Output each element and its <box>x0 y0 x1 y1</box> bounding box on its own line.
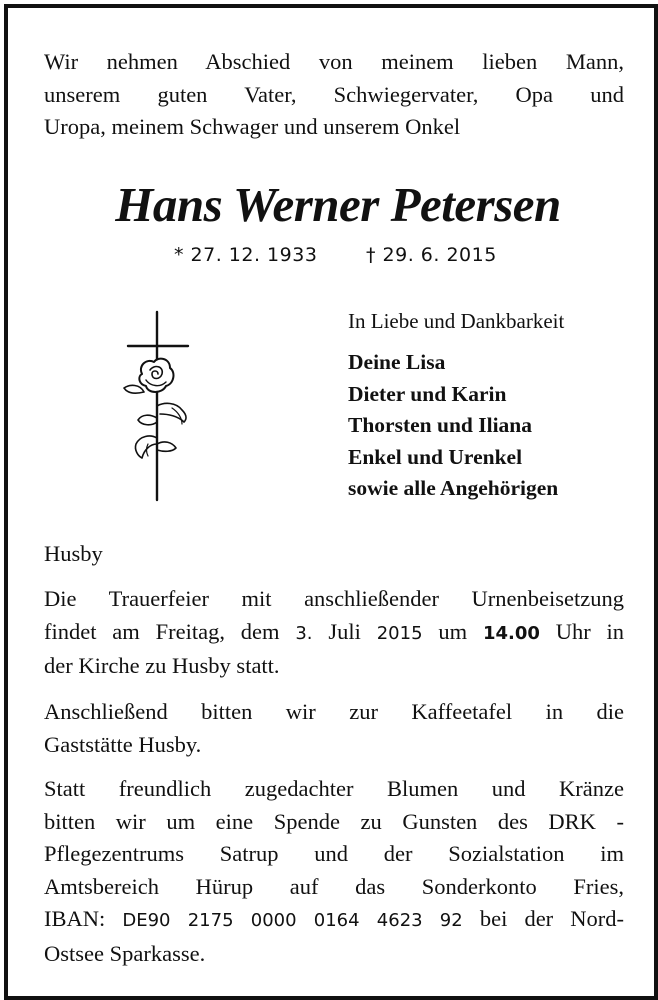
family-member: Deine Lisa <box>348 350 446 374</box>
ceremony-line: Die Trauerfeier mit anschließender Urnenbeisetzung <box>44 586 624 611</box>
iban-bank-prefix: bei der Nord- <box>479 906 625 931</box>
family-member: Thorsten und Iliana <box>348 413 533 437</box>
ceremony-at: um <box>438 618 468 644</box>
place-name <box>44 538 624 571</box>
donation-line: bitten wir um eine Spende zu Gunsten des DRK - <box>44 808 624 834</box>
ceremony-line <box>44 616 624 651</box>
coffee-text <box>44 696 624 761</box>
iban-number: DE90 2175 0000 0164 4623 92 <box>122 910 463 931</box>
family-member: sowie alle Angehörigen <box>348 476 559 500</box>
iban-label: IBAN: <box>44 906 106 931</box>
family-list <box>348 347 558 505</box>
place-line: Husby <box>44 541 103 566</box>
birth-date: * 27. 12. 1933 <box>174 244 318 266</box>
ceremony-year: 2015 <box>376 622 423 644</box>
intro-text <box>44 46 624 144</box>
ceremony-time-suffix: Uhr in <box>555 618 625 644</box>
cross-with-rose-icon <box>120 310 194 504</box>
donation-line: Pflegezentrums Satrup und der Sozialstation im <box>44 841 624 866</box>
intro-line: Uropa, meinem Schwager und unserem Onkel <box>44 114 461 139</box>
ceremony-line: der Kirche zu Husby statt. <box>44 653 280 678</box>
family-member: Enkel und Urenkel <box>348 444 523 469</box>
donation-iban-line <box>44 903 624 938</box>
signoff-text: In Liebe und Dankbarkeit <box>348 309 565 333</box>
intro-line: unserem guten Vater, Schwiegervater, Opa und <box>44 81 624 107</box>
donation-text <box>44 773 624 970</box>
ceremony-time: 14.00 <box>482 622 540 644</box>
coffee-line: Gaststätte Husby. <box>44 731 202 757</box>
death-date: † 29. 6. 2015 <box>366 244 497 266</box>
ceremony-day-prefix: findet am Freitag, dem <box>44 618 280 644</box>
ceremony-text <box>44 583 624 683</box>
ceremony-day: 3. <box>295 622 313 644</box>
donation-line: Ostsee Sparkasse. <box>44 940 206 966</box>
donation-line: Amtsbereich Hürup auf das Sonderkonto Fries, <box>44 873 624 899</box>
intro-line: Wir nehmen Abschied von meinem lieben Mann, <box>44 49 624 74</box>
deceased-name: Hans Werner Petersen <box>115 177 561 232</box>
coffee-line: Anschließend bitten wir zur Kaffeetafel in die <box>44 699 624 724</box>
obituary-frame <box>4 4 658 1000</box>
donation-line: Statt freundlich zugedachter Blumen und Kränze <box>44 776 624 801</box>
ceremony-month: Juli <box>328 618 361 644</box>
family-member: Dieter und Karin <box>348 381 507 406</box>
